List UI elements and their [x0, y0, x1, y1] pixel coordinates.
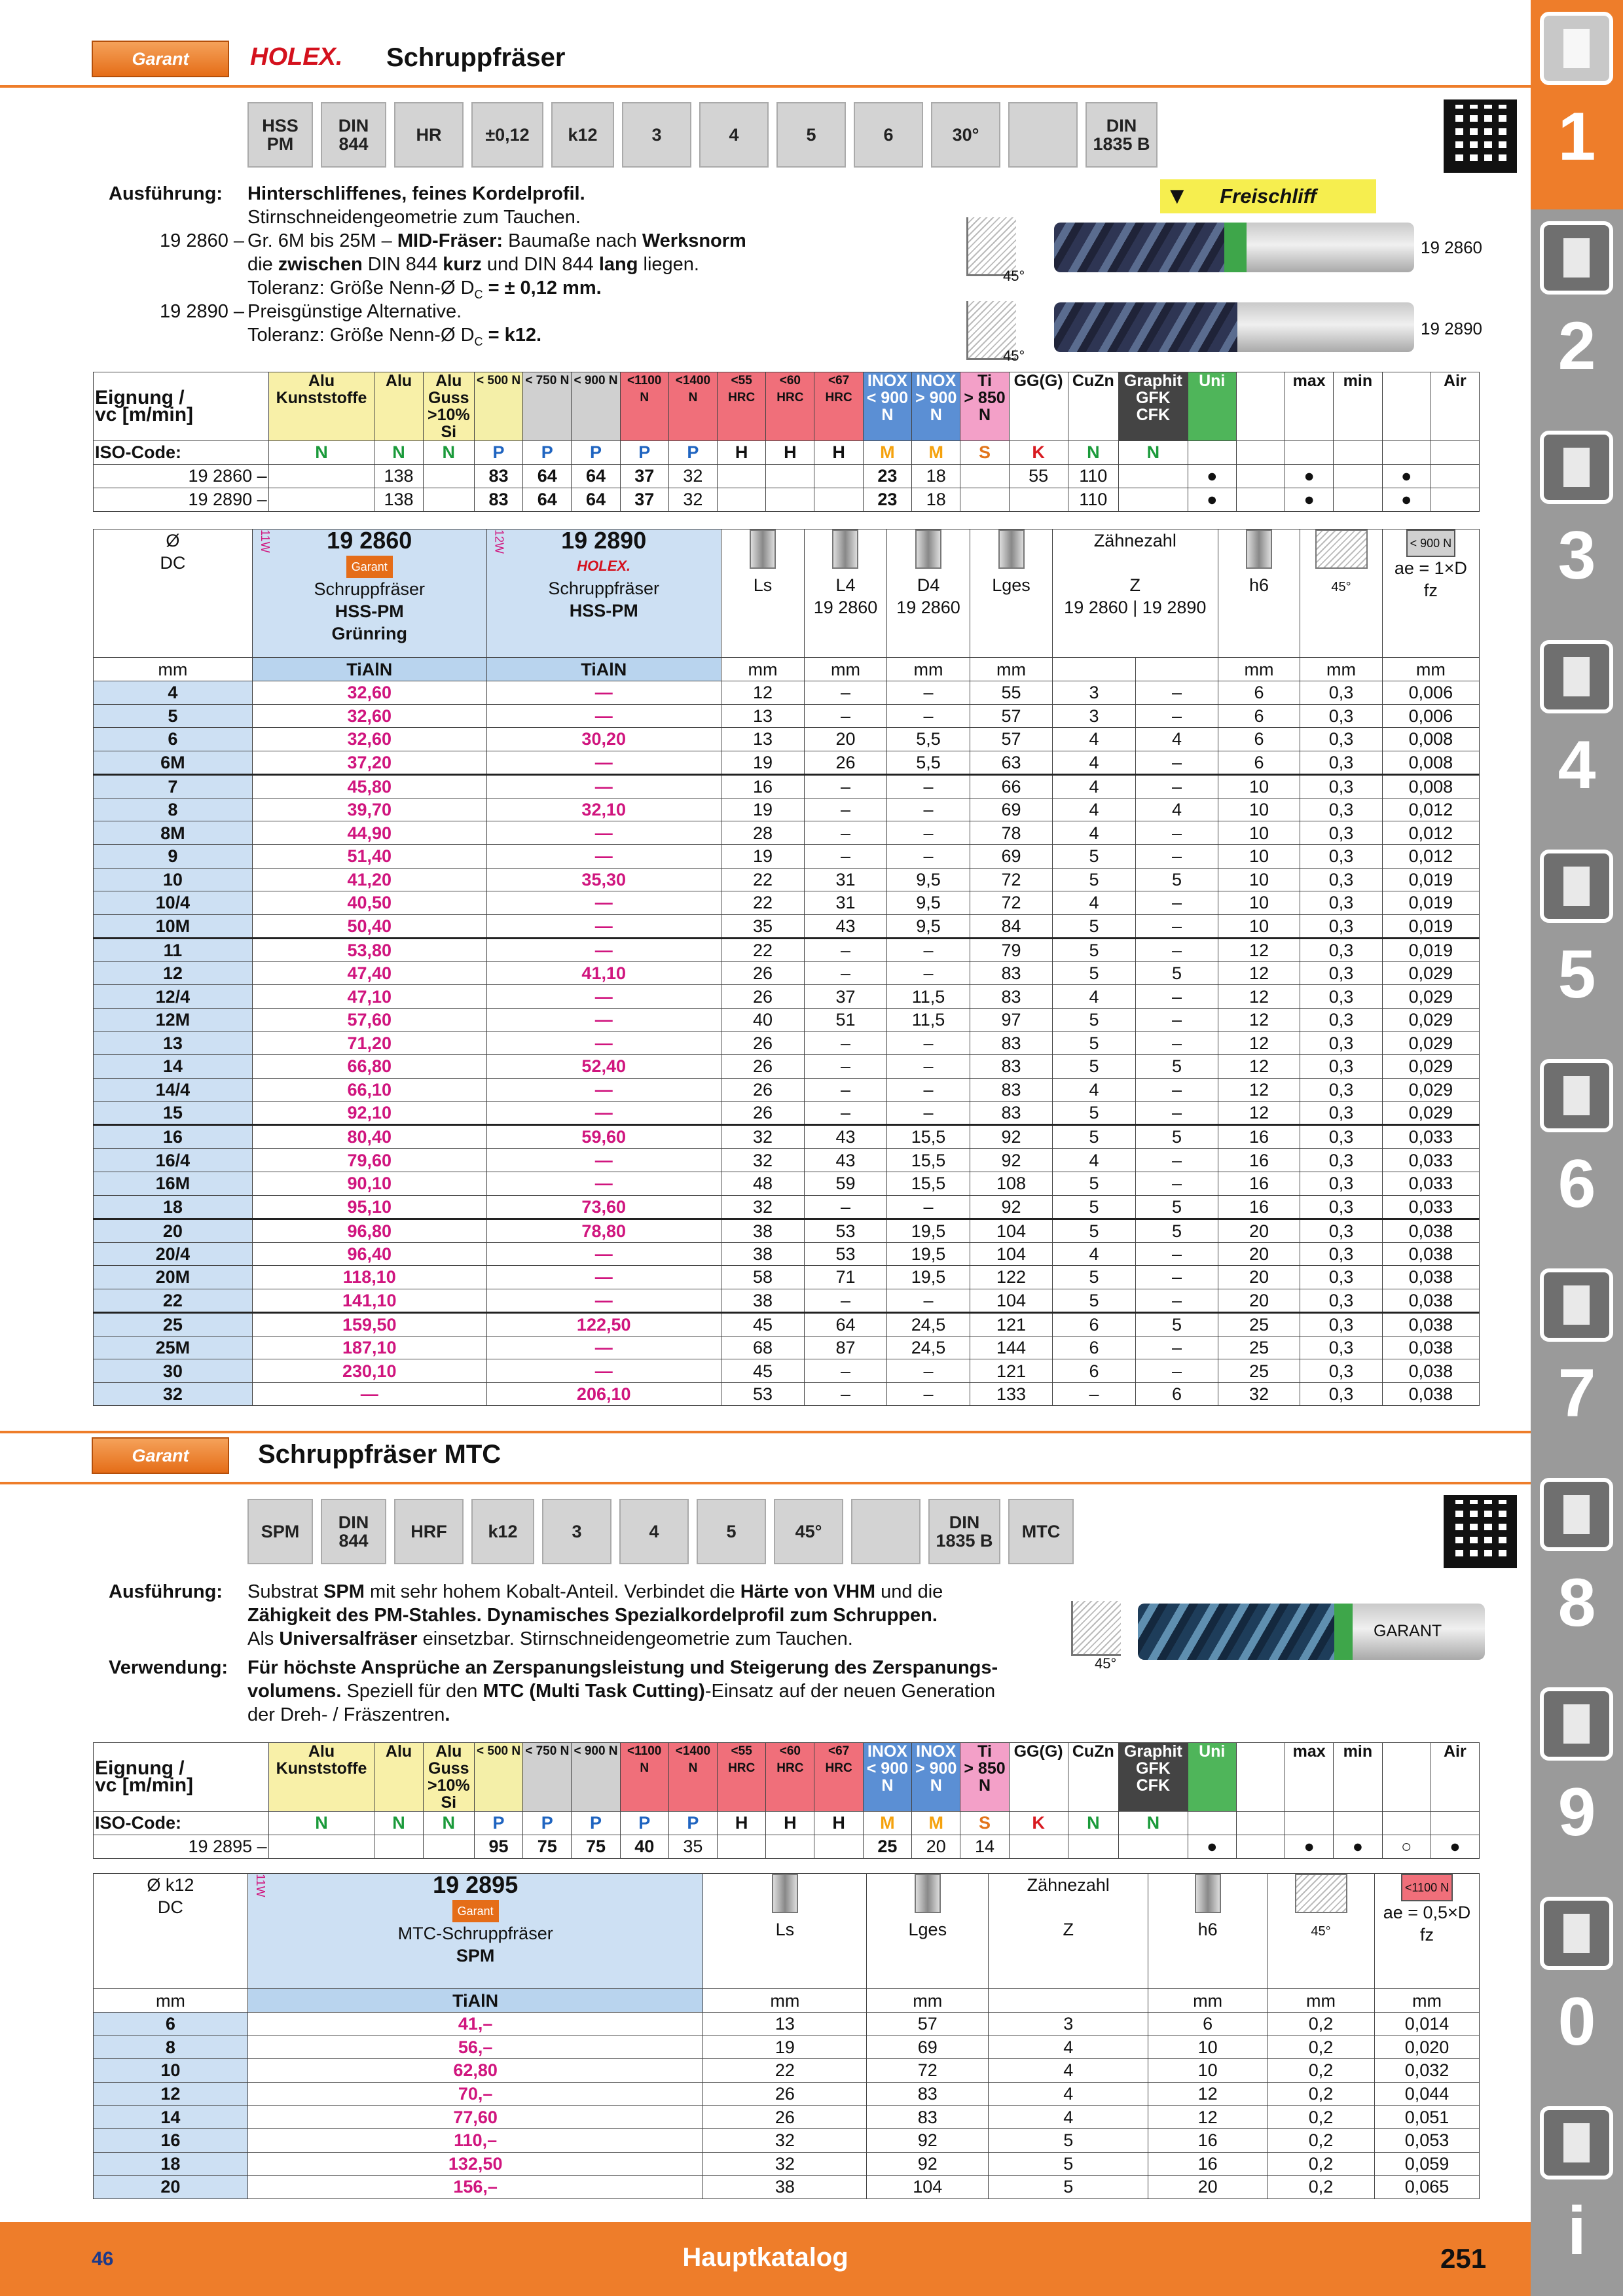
material-column: Alu Guss >10% Si	[423, 1743, 474, 1812]
material-column: min	[1334, 372, 1382, 441]
table-row: 19 2895 – 95 75 75 40 35 25 20 14 ● ● ● ○ ●	[94, 1835, 1480, 1859]
material-column: Ti > 850 N	[960, 1743, 1009, 1812]
property-chip: 4	[699, 102, 769, 168]
table-row: 10/4 40,50 — 22 31 9,5 72 4 – 10 0,3 0,019	[94, 891, 1480, 915]
unit-cell	[1052, 658, 1136, 681]
iso-code: N	[374, 1812, 423, 1835]
chapter-2-icon	[1540, 221, 1613, 295]
unit-cell: TiAlN	[247, 1989, 703, 2013]
garant-logo: Garant	[92, 41, 229, 77]
property-chip: MTC	[1008, 1499, 1074, 1564]
material-column	[1382, 372, 1431, 441]
chapter-number: 6	[1558, 1146, 1596, 1222]
property-chip	[851, 1499, 921, 1564]
dimension-icon	[832, 529, 858, 569]
iso-code: N	[1119, 441, 1188, 465]
table-row: 12/4 47,10 — 26 37 11,5 83 4 – 12 0,3 0,029	[94, 985, 1480, 1009]
property-chip: DIN 844	[321, 102, 386, 168]
material-column: <67 HRC	[814, 372, 863, 441]
iso-code	[1285, 1812, 1334, 1835]
table-row: 16 110,– 32 92 5 16 0,2 0,053	[94, 2128, 1480, 2152]
page-number-right: 251	[1440, 2243, 1487, 2274]
iso-code	[1382, 1812, 1431, 1835]
material-column: max	[1285, 372, 1334, 441]
section-title: Schruppfräser MTC	[258, 1440, 501, 1469]
chapter-number: 3	[1558, 518, 1596, 594]
suitability-label: Eignung / vc [m/min]	[94, 372, 269, 441]
iso-code: N	[1068, 1812, 1118, 1835]
iso-code: M	[863, 1812, 911, 1835]
table-row: 30 230,10 — 45 – – 121 6 – 25 0,3 0,038	[94, 1359, 1480, 1383]
table-row: 15 92,10 — 26 – – 83 5 – 12 0,3 0,029	[94, 1102, 1480, 1125]
material-column: Alu Kunststoffe	[268, 372, 374, 441]
table-row: 7 45,80 — 16 – – 66 4 – 10 0,3 0,008	[94, 774, 1480, 798]
page-number-left: 46	[92, 2248, 114, 2270]
property-chip: 3	[622, 102, 691, 168]
material-column: Alu	[374, 1743, 423, 1812]
iso-code: P	[523, 441, 572, 465]
material-column: < 500 N	[474, 1743, 522, 1812]
table-row: 16 80,40 59,60 32 43 15,5 92 5 5 16 0,3 0,033	[94, 1125, 1480, 1149]
iso-code: P	[474, 1812, 522, 1835]
iso-code: N	[1068, 441, 1118, 465]
material-column: GG(G)	[1009, 1743, 1068, 1812]
material-900-icon: < 900 N	[1406, 529, 1456, 557]
property-chip: 3	[542, 1499, 611, 1564]
table-row: 5 32,60 — 13 – – 57 3 – 6 0,3 0,006	[94, 704, 1480, 728]
table-row: 8 56,– 19 69 4 10 0,2 0,020	[94, 2036, 1480, 2059]
iso-code	[1334, 441, 1382, 465]
material-column: < 750 N	[523, 372, 572, 441]
iso-code: S	[960, 1812, 1009, 1835]
iso-code: K	[1009, 441, 1068, 465]
section-divider	[0, 1482, 1531, 1484]
iso-code: M	[912, 441, 960, 465]
iso-label: ISO-Code:	[94, 441, 269, 465]
material-column: < 900 N	[572, 372, 620, 441]
property-chip: 30°	[931, 102, 1000, 168]
diameter-header: Ø DC	[94, 529, 253, 658]
property-chip: k12	[471, 1499, 534, 1564]
table-row: 8M 44,90 — 28 – – 78 4 – 10 0,3 0,012	[94, 821, 1480, 845]
material-column: Graphit GFK CFK	[1119, 1743, 1188, 1812]
unit-cell: mm	[970, 658, 1052, 681]
material-column: CuZn	[1068, 1743, 1118, 1812]
property-chip: SPM	[247, 1499, 313, 1564]
chapter-tab-7[interactable]	[1531, 1257, 1623, 1466]
chapter-0-icon	[1540, 1897, 1613, 1970]
chapter-number: 1	[1558, 99, 1596, 175]
iso-code: P	[572, 1812, 620, 1835]
suitability-label: Eignung / vc [m/min]	[94, 1743, 269, 1812]
table-row: 14 77,60 26 83 4 12 0,2 0,051	[94, 2106, 1480, 2129]
chapter-3-icon	[1540, 431, 1613, 504]
material-column: Ti > 850 N	[960, 372, 1009, 441]
material-column: <55 HRC	[718, 372, 766, 441]
table-row: 20/4 96,40 — 38 53 19,5 104 4 – 20 0,3 0,038	[94, 1242, 1480, 1266]
dimension-icon	[998, 529, 1025, 569]
unit-cell: mm	[886, 658, 970, 681]
unit-cell: mm	[94, 658, 253, 681]
material-column: <60 HRC	[766, 1743, 814, 1812]
chapter-4-icon	[1540, 640, 1613, 713]
product-19-2860-header: 11W 19 2860 Garant Schruppfräser HSS-PM Grünring	[252, 529, 486, 658]
table-row: 11 53,80 — 22 – – 79 5 – 12 0,3 0,019	[94, 938, 1480, 961]
material-column: INOX < 900 N	[863, 372, 911, 441]
chapter-tab-9[interactable]	[1531, 1676, 1623, 1885]
material-column	[1236, 372, 1285, 441]
property-chip: HRF	[394, 1499, 464, 1564]
iso-code	[1431, 1812, 1479, 1835]
table-row: 32 — 206,10 53 – – 133 – 6 32 0,3 0,038	[94, 1382, 1480, 1406]
dimension-icon	[772, 1874, 798, 1913]
table-row: 19 2890 – 138 83 64 64 37 32 23 18 110 ● ● ●	[94, 488, 1480, 512]
table-row: 10 41,20 35,30 22 31 9,5 72 5 5 10 0,3 0,019	[94, 868, 1480, 891]
iso-code: N	[268, 441, 374, 465]
chapter-5-icon	[1540, 850, 1613, 923]
iso-code	[1188, 1812, 1236, 1835]
chapter-tab-3[interactable]	[1531, 419, 1623, 628]
chapter-9-icon	[1540, 1687, 1613, 1761]
table-row: 10M 50,40 — 35 43 9,5 84 5 – 10 0,3 0,019	[94, 914, 1480, 938]
angle-45-icon	[1315, 529, 1368, 569]
product-table-1: Ø DC 11W 19 2860 Garant Schruppfräser HSS-PM Grünring 12W 19 2890 HOLEX. Schruppfräser HSS-PM Ls L4 19 2860 D4 19 2860 Lges Zähnezahl Z 19 2860 | 19 2890 h6 45° < 900 N ae = 1×D fz mm TiAlN TiAlN mm mm mm mm mm mm mm 4 32,60 — 12 – – 55 3 – 6 0,3 0,006 5 32,60 — 13 – – 57 3 – 6 0,3 0,006 6 32,60 30,20 13 20 5,5 57 4 4 6 0,3 0,008 6M 37,20 — 19 26 5,5 63 4 – 6 0,3 0,008 7 45,80 — 16 – – 66 4 – 10 0,3 0,008 8 39,70 32,10 19 – – 69 4 4 10 0,3 0,012 8M 44,90 — 28 – – 78 4 – 10 0,3 0,012 9 51,40 — 19 – – 69 5 – 10 0,3 0,012 10 41,20 35,30 22 31 9,5 72 5 5 10 0,3 0,019 10/4 40,50 — 22 31 9,5 72 4 – 10 0,3 0,019 10M 50,40 — 35 43 9,5 84 5 – 10 0,3 0,019 11 53,80 — 22 – – 79 5 – 12 0,3 0,019 12 47,40 41,10 26 – – 83 5 5 12 0,3 0,029 12/4 47,10 — 26 37 11,5 83 4 – 12 0,3 0,029 12M 57,60 — 40 51 11,5 97 5 – 12 0,3 0,029 13 71,20 — 26 – – 83 5 – 12 0,3 0,029 14 66,80 52,40 26 – – 83 5 5 12 0,3 0,029 14/4 66,10 — 26 – – 83 4 – 12 0,3 0,029 15 92,10 — 26 – – 83 5 – 12 0,3 0,029 16 80,40 59,60 32 43 15,5 92 5 5 16 0,3 0,033 16/4 79,60 — 32 43 15,5 92 4 – 16 0,3 0,033 16M 90,10 — 48 59 15,5 108 5 – 16 0,3 0,033 18 95,10 73,60 32 – – 92 5 5 16 0,3 0,033 20 96,80 78,80 38 53 19,5 104 5 5 20 0,3 0,038 20/4 96,40 — 38 53 19,5 104 4 – 20 0,3 0,038 20M 118,10 — 58 71 19,5 122 5 – 20 0,3 0,038 22 141,10 — 38 – – 104 5 – 20 0,3 0,038 25 159,50 122,50 45 64 24,5 121 6 5 25 0,3 0,038 25M 187,10 — 68 87 24,5 144 6 – 25 0,3 0,038 30 230,10 — 45 – – 121 6 – 25 0,3 0,038 32 — 206,10 53 – – 133 – 6 32 0,3 0,038	[93, 529, 1480, 1406]
iso-label: ISO-Code:	[94, 1812, 269, 1835]
table-row: 6 41,– 13 57 3 6 0,2 0,014	[94, 2013, 1480, 2036]
chapter-6-icon	[1540, 1059, 1613, 1132]
unit-cell: mm	[721, 658, 805, 681]
dimension-icon	[1246, 529, 1272, 569]
angle-45-icon	[1071, 1601, 1121, 1656]
unit-cell: mm	[1382, 658, 1479, 681]
iso-code: K	[1009, 1812, 1068, 1835]
material-column: INOX > 900 N	[912, 1743, 960, 1812]
iso-code: P	[668, 441, 717, 465]
material-column: INOX < 900 N	[863, 1743, 911, 1812]
chapter-7-icon	[1540, 1268, 1613, 1342]
holex-logo: HOLEX.	[250, 43, 343, 71]
chapter-number: 9	[1558, 1774, 1596, 1850]
unit-cell: mm	[94, 1989, 248, 2013]
chapter-tab-4[interactable]	[1531, 628, 1623, 838]
iso-code: P	[572, 441, 620, 465]
iso-code: P	[668, 1812, 717, 1835]
iso-code	[1188, 441, 1236, 465]
material-column: CuZn	[1068, 372, 1118, 441]
material-column: INOX > 900 N	[912, 372, 960, 441]
iso-code: M	[912, 1812, 960, 1835]
material-column: Alu	[374, 372, 423, 441]
iso-code	[1382, 441, 1431, 465]
freischliff-label: ▼ Freischliff	[1160, 179, 1376, 213]
iso-code	[1236, 441, 1285, 465]
material-column: < 750 N	[523, 1743, 572, 1812]
unit-cell	[989, 1989, 1148, 2013]
property-chip	[1008, 102, 1078, 168]
suitability-table-1	[93, 372, 1480, 512]
table-row: 18 95,10 73,60 32 – – 92 5 5 16 0,3 0,033	[94, 1195, 1480, 1219]
chapter-tab-2[interactable]	[1531, 209, 1623, 419]
chapter-number: 0	[1558, 1984, 1596, 2060]
angle-45-icon	[1295, 1874, 1347, 1913]
table-row: 20M 118,10 — 58 71 19,5 122 5 – 20 0,3 0,038	[94, 1266, 1480, 1289]
iso-code: N	[1119, 1812, 1188, 1835]
chapter-number: 8	[1558, 1565, 1596, 1641]
iso-code	[1431, 441, 1479, 465]
chapter-number: 5	[1558, 937, 1596, 1013]
material-column: <1100 N	[620, 372, 668, 441]
chapter-tab-1[interactable]	[1531, 0, 1623, 209]
table-row: 6 32,60 30,20 13 20 5,5 57 4 4 6 0,3 0,008	[94, 728, 1480, 751]
property-chip: DIN 844	[321, 1499, 386, 1564]
table-row: 14/4 66,10 — 26 – – 83 4 – 12 0,3 0,029	[94, 1078, 1480, 1102]
chapter-tab-0[interactable]	[1531, 1885, 1623, 2094]
tool-image-19-2895: GARANT	[1138, 1604, 1485, 1660]
iso-code: P	[620, 1812, 668, 1835]
table-row: 4 32,60 — 12 – – 55 3 – 6 0,3 0,006	[94, 681, 1480, 705]
tool-image-19-2890	[1054, 302, 1414, 352]
material-column: GG(G)	[1009, 372, 1068, 441]
page-footer	[0, 2222, 1531, 2296]
qr-code-icon	[1444, 1495, 1517, 1568]
material-column: <67 HRC	[814, 1743, 863, 1812]
chapter-sidebar	[1531, 0, 1623, 2296]
property-chip: DIN 1835 B	[1085, 102, 1158, 168]
diameter-header: Ø k12 DC	[94, 1874, 248, 1989]
chapter-number: 4	[1558, 727, 1596, 803]
iso-code	[1334, 1812, 1382, 1835]
chapter-tab-8[interactable]	[1531, 1466, 1623, 1676]
iso-code: M	[863, 441, 911, 465]
iso-code: H	[766, 1812, 814, 1835]
material-column: Uni	[1188, 1743, 1236, 1812]
unit-cell: mm	[1300, 658, 1382, 681]
unit-cell: mm	[867, 1989, 989, 2013]
table-row: 25M 187,10 — 68 87 24,5 144 6 – 25 0,3 0,038	[94, 1336, 1480, 1359]
unit-cell: mm	[1375, 1989, 1480, 2013]
material-column: <1400 N	[668, 372, 717, 441]
material-column: Alu Kunststoffe	[268, 1743, 374, 1812]
material-column	[1382, 1743, 1431, 1812]
table-row: 14 66,80 52,40 26 – – 83 5 5 12 0,3 0,029	[94, 1055, 1480, 1079]
table-row: 16/4 79,60 — 32 43 15,5 92 4 – 16 0,3 0,033	[94, 1149, 1480, 1172]
material-column: <1400 N	[668, 1743, 717, 1812]
product-19-2890-header: 12W 19 2890 HOLEX. Schruppfräser HSS-PM	[486, 529, 721, 658]
table-row: 10 62,80 22 72 4 10 0,2 0,032	[94, 2059, 1480, 2083]
dimension-icon	[915, 529, 941, 569]
qr-code-icon	[1444, 99, 1517, 173]
iso-code: H	[814, 1812, 863, 1835]
iso-code: P	[620, 441, 668, 465]
chapter-info-icon	[1540, 2106, 1613, 2179]
product-19-2895-header: 11W 19 2895 Garant MTC-Schruppfräser SPM	[247, 1874, 703, 1989]
section-divider	[0, 1431, 1531, 1433]
tool-image-19-2860	[1054, 223, 1414, 272]
chapter-number: i	[1567, 2193, 1586, 2269]
property-chip: 5	[776, 102, 846, 168]
chapter-tab-6[interactable]	[1531, 1047, 1623, 1257]
table-row: 20 96,80 78,80 38 53 19,5 104 5 5 20 0,3 0,038	[94, 1219, 1480, 1242]
section-divider	[0, 85, 1531, 88]
material-column: Alu Guss >10% Si	[423, 372, 474, 441]
unit-cell: mm	[703, 1989, 867, 2013]
table-row: 20 156,– 38 104 5 20 0,2 0,065	[94, 2176, 1480, 2199]
material-column: min	[1334, 1743, 1382, 1812]
dimension-icon	[1195, 1874, 1221, 1913]
unit-cell: TiAlN	[252, 658, 486, 681]
table-row: 18 132,50 32 92 5 16 0,2 0,059	[94, 2152, 1480, 2176]
unit-cell: mm	[1218, 658, 1300, 681]
iso-code: N	[423, 441, 474, 465]
property-chip: 5	[697, 1499, 766, 1564]
chapter-number: 7	[1558, 1355, 1596, 1431]
chapter-tab-5[interactable]	[1531, 838, 1623, 1047]
property-chip: 45°	[774, 1499, 843, 1564]
material-column: max	[1285, 1743, 1334, 1812]
material-column: Graphit GFK CFK	[1119, 372, 1188, 441]
material-column: < 900 N	[572, 1743, 620, 1812]
material-column: Uni	[1188, 372, 1236, 441]
material-1100-icon: <1100 N	[1401, 1874, 1453, 1901]
material-column	[1236, 1743, 1285, 1812]
table-row: 9 51,40 — 19 – – 69 5 – 10 0,3 0,012	[94, 844, 1480, 868]
unit-cell: mm	[1148, 1989, 1267, 2013]
unit-cell: mm	[1267, 1989, 1375, 2013]
property-chip: DIN 1835 B	[928, 1499, 1000, 1564]
table-row: 8 39,70 32,10 19 – – 69 4 4 10 0,3 0,012	[94, 798, 1480, 821]
material-column: < 500 N	[474, 372, 522, 441]
material-column: <55 HRC	[718, 1743, 766, 1812]
dimension-icon	[750, 529, 776, 569]
table-row: 12 47,40 41,10 26 – – 83 5 5 12 0,3 0,029	[94, 961, 1480, 985]
product-table-2: Ø k12 DC 11W 19 2895 Garant MTC-Schruppfräser SPM Ls Lges Zähnezahl Z h6 45° <1100 N ae = 0,5×D fz mm TiAlN mm mm mm mm mm 6 41,– 13 57 3 6 0,2 0,014 8 56,– 19 69 4 10 0,2 0,020 10 62,80 22 72 4 10 0,2 0,032 12 70,– 26 83 4 12 0,2 0,044 14 77,60 26 83 4 12 0,2 0,051 16 110,– 32 92 5 16 0,2 0,053 18 132,50 32 92 5 16 0,2 0,059 20 156,– 38 104 5 20 0,2 0,065	[93, 1873, 1480, 2199]
iso-code: S	[960, 441, 1009, 465]
chapter-number: 2	[1558, 308, 1596, 384]
property-chip: 6	[854, 102, 923, 168]
iso-code: H	[718, 1812, 766, 1835]
chapter-8-icon	[1540, 1478, 1613, 1551]
catalog-name: Hauptkatalog	[682, 2243, 848, 2272]
unit-cell	[1136, 658, 1218, 681]
property-chip: HSS PM	[247, 102, 313, 168]
property-chip: HR	[394, 102, 464, 168]
table-row: 6M 37,20 — 19 26 5,5 63 4 – 6 0,3 0,008	[94, 751, 1480, 774]
unit-cell: mm	[805, 658, 886, 681]
iso-code	[1285, 441, 1334, 465]
iso-code: H	[766, 441, 814, 465]
material-column: <1100 N	[620, 1743, 668, 1812]
material-column: Air	[1431, 372, 1479, 441]
table-row: 13 71,20 — 26 – – 83 5 – 12 0,3 0,029	[94, 1031, 1480, 1055]
garant-logo: Garant	[92, 1437, 229, 1474]
unit-cell: TiAlN	[486, 658, 721, 681]
iso-code: P	[474, 441, 522, 465]
table-row: 25 159,50 122,50 45 64 24,5 121 6 5 25 0,3 0,038	[94, 1312, 1480, 1336]
table-row: 12 70,– 26 83 4 12 0,2 0,044	[94, 2082, 1480, 2106]
table-row: 12M 57,60 — 40 51 11,5 97 5 – 12 0,3 0,029	[94, 1008, 1480, 1031]
iso-code: N	[374, 441, 423, 465]
iso-code: N	[423, 1812, 474, 1835]
chapter-tab-info[interactable]	[1531, 2094, 1623, 2296]
table-row: 22 141,10 — 38 – – 104 5 – 20 0,3 0,038	[94, 1289, 1480, 1312]
iso-code: H	[814, 441, 863, 465]
iso-code: N	[268, 1812, 374, 1835]
iso-code	[1236, 1812, 1285, 1835]
iso-code: P	[523, 1812, 572, 1835]
table-row: 19 2860 – 138 83 64 64 37 32 23 18 55 110 ● ● ●	[94, 465, 1480, 488]
property-chip: k12	[551, 102, 614, 168]
property-chip: ±0,12	[471, 102, 543, 168]
property-chip: 4	[619, 1499, 689, 1564]
iso-code: H	[718, 441, 766, 465]
dimension-icon	[915, 1874, 941, 1913]
chapter-1-icon	[1540, 12, 1613, 85]
material-column: Air	[1431, 1743, 1479, 1812]
material-column: <60 HRC	[766, 372, 814, 441]
table-row: 16M 90,10 — 48 59 15,5 108 5 – 16 0,3 0,033	[94, 1172, 1480, 1195]
section-title: Schruppfräser	[386, 43, 566, 72]
suitability-table-2	[93, 1742, 1480, 1859]
